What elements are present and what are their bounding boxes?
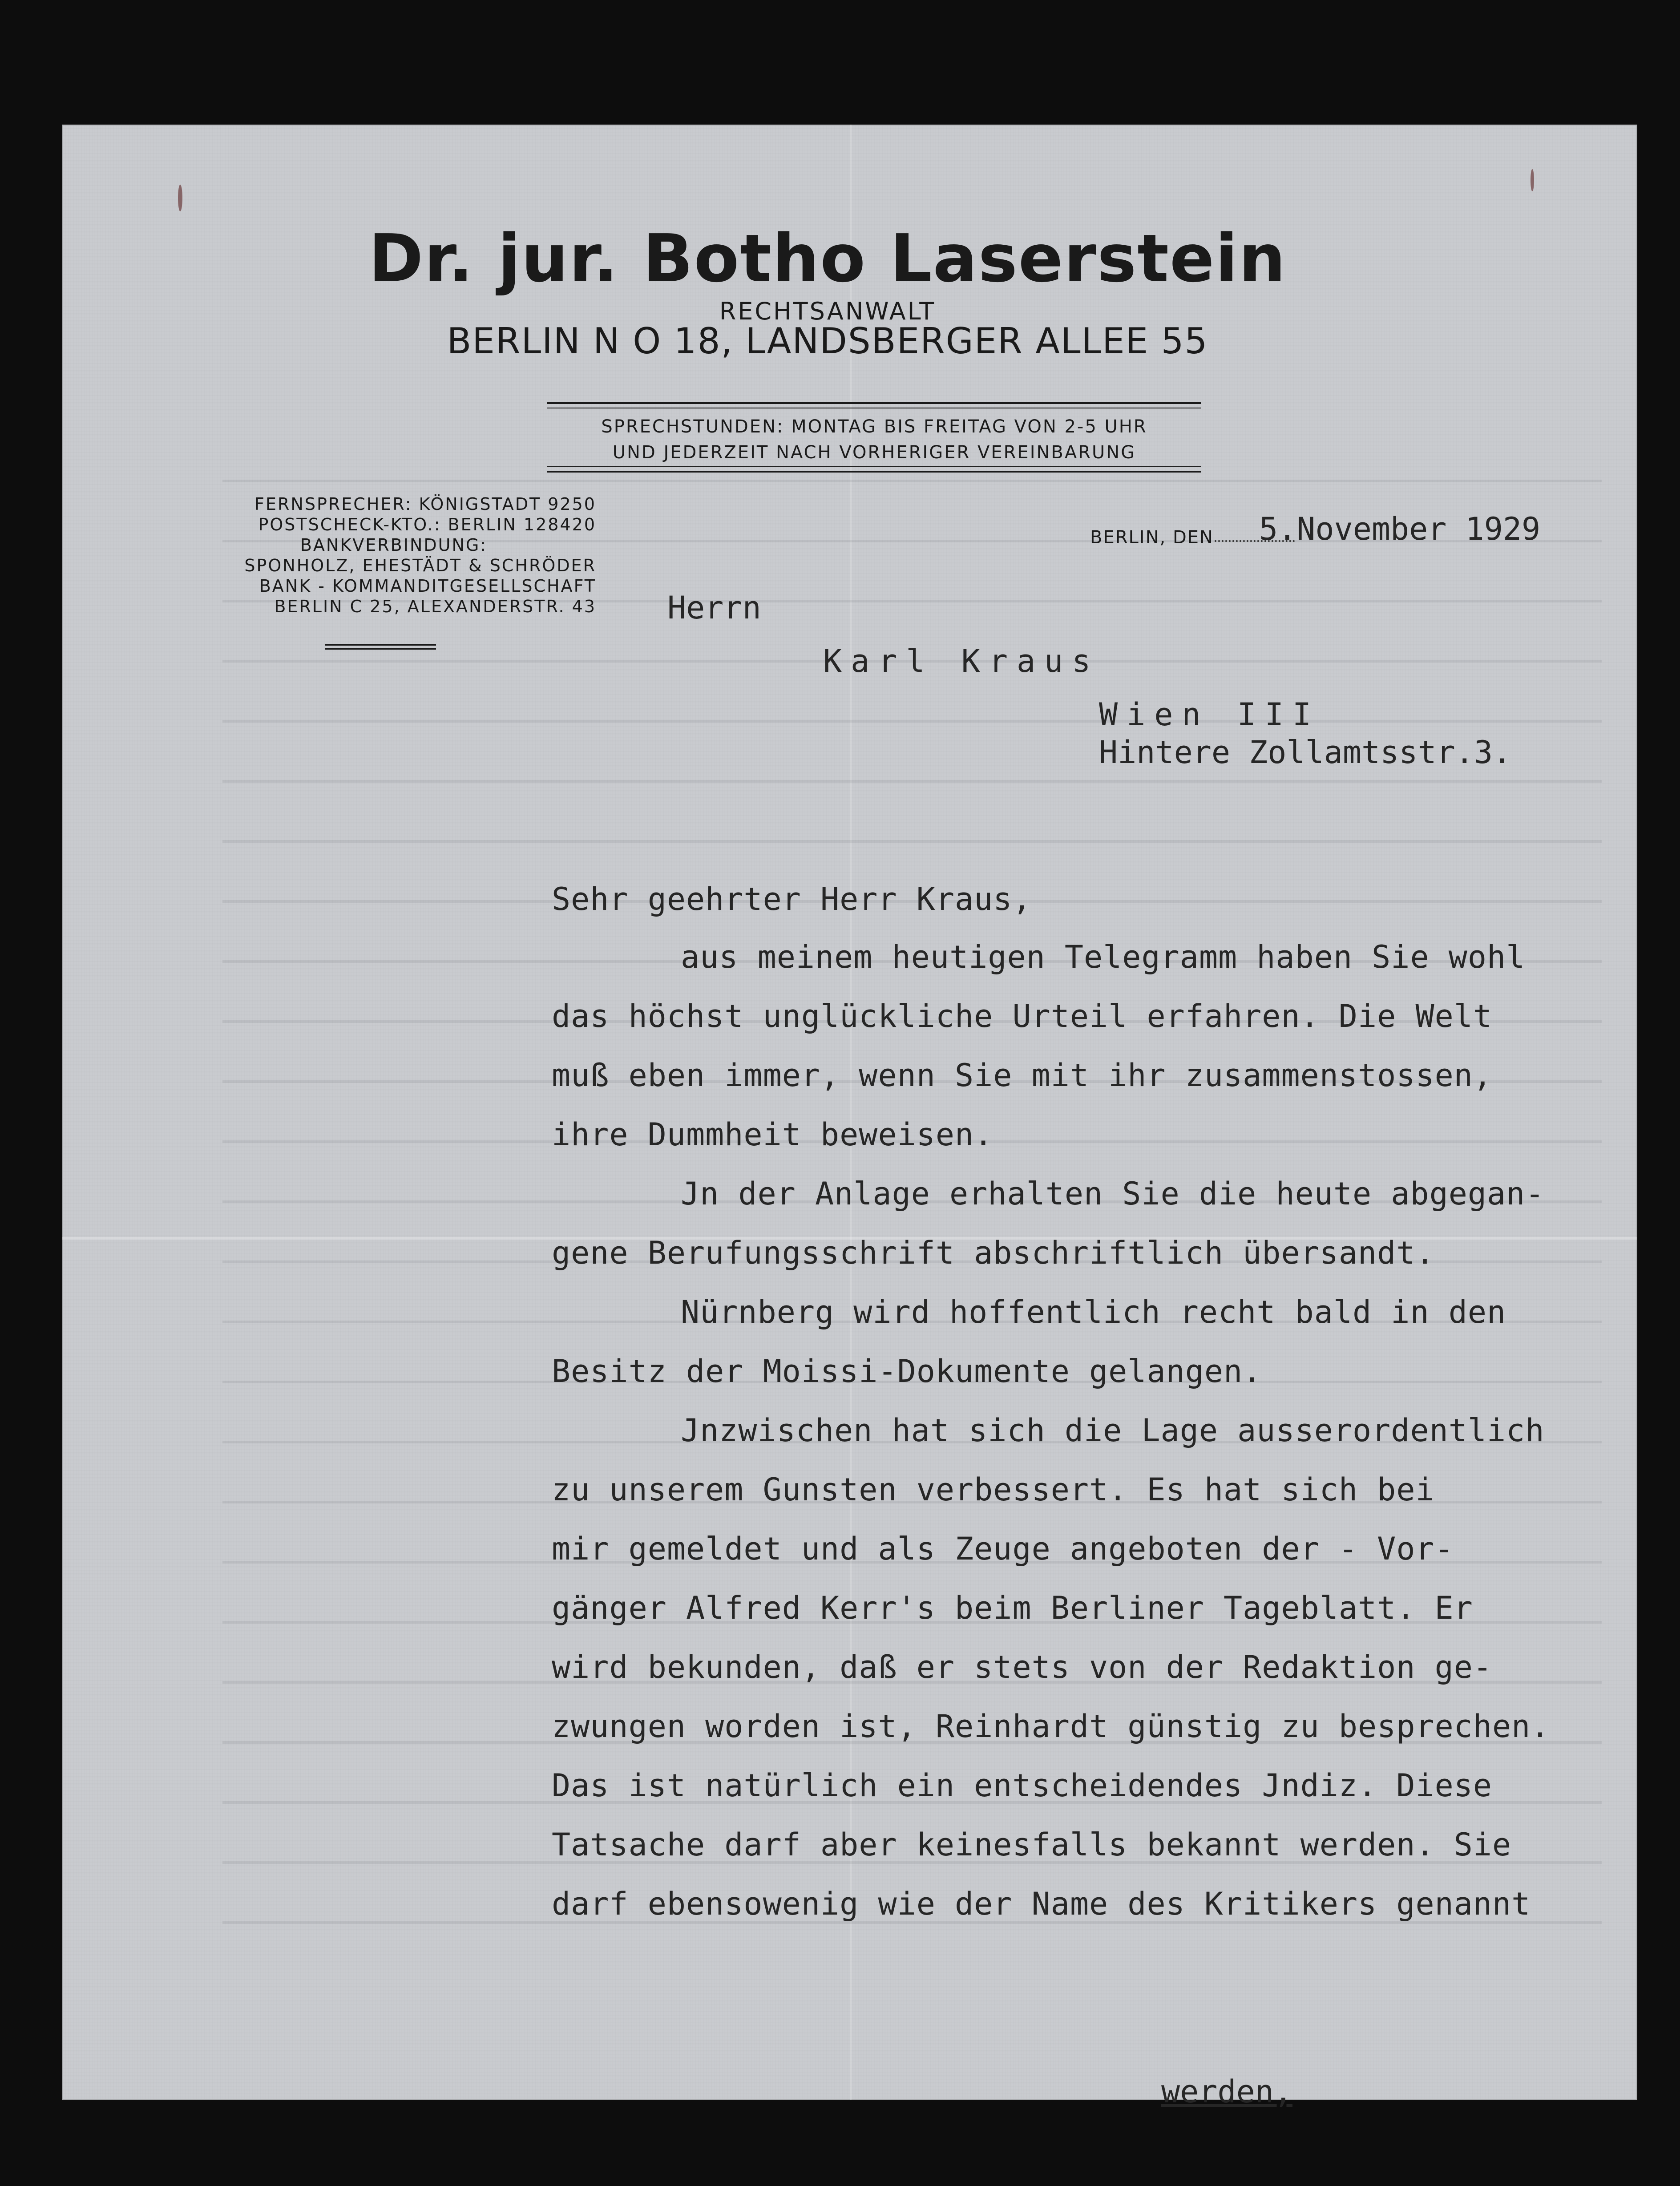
body-line: ihre Dummheit beweisen. bbox=[552, 1116, 993, 1153]
body-line: das höchst unglückliche Urteil erfahren. Die Welt bbox=[552, 998, 1493, 1034]
hours-line-2: UND JEDERZEIT NACH VORHERIGER VEREINBARUNG bbox=[612, 442, 1136, 463]
body-line: zwungen worden ist, Reinhardt günstig zu besprechen. bbox=[552, 1708, 1550, 1745]
body-line: Jn der Anlage erhalten Sie die heute abgegan- bbox=[681, 1176, 1545, 1212]
bank-address-line: BERLIN C 25, ALEXANDERSTR. 43 bbox=[274, 597, 596, 616]
body-line: Tatsache darf aber keinesfalls bekannt werden. Sie bbox=[552, 1826, 1512, 1863]
body-line: Nürnberg wird hoffentlich recht bald in den bbox=[681, 1294, 1506, 1330]
bank-heading: BANKVERBINDUNG: bbox=[300, 535, 488, 555]
body-line: gene Berufungsschrift abschriftlich übersandt. bbox=[552, 1235, 1435, 1271]
letter-sheet bbox=[62, 125, 1637, 2110]
hours-rule bbox=[547, 466, 1201, 467]
ink-stain bbox=[178, 185, 182, 211]
body-line: darf ebensowenig wie der Name des Kritikers genannt bbox=[552, 1886, 1531, 1922]
recipient-prefix: Herrn bbox=[667, 590, 761, 626]
body-line: mir gemeldet und als Zeuge angeboten der - Vor- bbox=[552, 1531, 1454, 1567]
greeting: Sehr geehrter Herr Kraus, bbox=[552, 881, 1032, 917]
postal-account-line: POSTSCHECK-KTO.: BERLIN 128420 bbox=[258, 515, 596, 534]
body-line: Jnzwischen hat sich die Lage ausserordentlich bbox=[681, 1412, 1545, 1449]
phone-line: FERNSPRECHER: KÖNIGSTADT 9250 bbox=[254, 494, 596, 514]
office-hours-box bbox=[547, 402, 1201, 473]
body-line: Besitz der Moissi-Dokumente gelangen. bbox=[552, 1353, 1262, 1390]
closing-word: werden, bbox=[1161, 2073, 1293, 2110]
body-line: muß eben immer, wenn Sie mit ihr zusammenstossen, bbox=[552, 1057, 1493, 1094]
letterhead-profession: RECHTSANWALT bbox=[719, 297, 936, 325]
ink-stain bbox=[1531, 169, 1534, 191]
body-line: Das ist natürlich ein entscheidendes Jndiz. Diese bbox=[552, 1767, 1493, 1804]
contact-block bbox=[151, 494, 596, 617]
letterhead-name: Dr. jur. Botho Laserstein bbox=[368, 220, 1287, 297]
bank-name-line: SPONHOLZ, EHESTÄDT & SCHRÖDER bbox=[244, 556, 596, 575]
body-line: aus meinem heutigen Telegramm haben Sie wohl bbox=[681, 939, 1526, 975]
hours-line-1: SPRECHSTUNDEN: MONTAG BIS FREITAG VON 2-5 UHR bbox=[601, 416, 1147, 437]
contact-rule bbox=[325, 644, 436, 650]
body-line: gänger Alfred Kerr's beim Berliner Tageblatt. Er bbox=[552, 1590, 1473, 1626]
recipient-street: Hintere Zollamtsstr.3. bbox=[1099, 734, 1512, 771]
body-line: wird bekunden, daß er stets von der Redaktion ge- bbox=[552, 1649, 1493, 1685]
date-label: BERLIN, DEN bbox=[1090, 527, 1214, 548]
letterhead-address: BERLIN N O 18, LANDSBERGER ALLEE 55 bbox=[447, 320, 1208, 362]
recipient-city: Wien III bbox=[1099, 696, 1321, 733]
body-line: zu unserem Gunsten verbessert. Es hat sich bei bbox=[552, 1471, 1435, 1508]
recipient-name: Karl Kraus bbox=[823, 643, 1100, 679]
letter-date: 5.November 1929 bbox=[1259, 511, 1541, 547]
bank-type-line: BANK - KOMMANDITGESELLSCHAFT bbox=[259, 576, 596, 596]
